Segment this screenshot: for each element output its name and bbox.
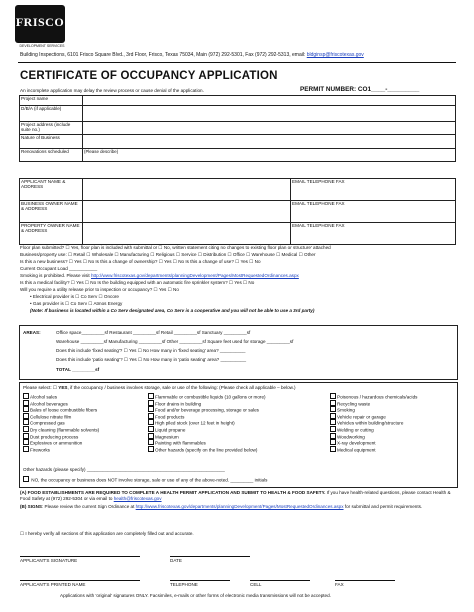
hazard-label: High piled stock (over 12 feet in height)	[155, 420, 235, 426]
hazard-label: X-ray development	[337, 440, 376, 446]
hazard-label: Bales of loose combustible fibers	[30, 407, 98, 413]
checkbox[interactable]	[330, 413, 336, 419]
nature-field[interactable]	[83, 135, 456, 149]
office-address	[20, 52, 364, 58]
checkbox[interactable]	[23, 400, 29, 406]
ownership-question[interactable]: Is this a new business? ☐ Yes ☐ No Is this a change of ownership? ☐ Yes ☐ No Is this a change of use? ☐ Yes ☐ No	[20, 259, 261, 264]
occupant-load[interactable]: Current Occupant Load ___________	[20, 266, 98, 271]
hazard-option[interactable]	[330, 400, 417, 407]
no-hazards-text: NO, the occupancy or business does NOT involve storage, sale or use of any of the above-noted. _________ initials	[31, 477, 268, 483]
hazard-label: Cellulose nitrate film	[30, 414, 72, 420]
hazard-option[interactable]	[148, 419, 266, 426]
checkbox[interactable]	[148, 419, 154, 425]
hazard-label: Compressed gas	[30, 420, 65, 426]
food-note	[20, 490, 456, 502]
ordinance-link[interactable]: http://www.friscotexas.gov/departments/planningDevelopment/Pages/MostRequestedOrdinances.aspx	[90, 273, 299, 278]
header-divider	[18, 62, 456, 63]
row-label: Nature of Business	[20, 135, 83, 149]
renovations-field[interactable]	[83, 149, 456, 162]
signs-text-end: for submittal and permit requirements.	[343, 504, 423, 509]
address-text: Building Inspections, 6101 Frisco Square Blvd., 3rd Floor, Frisco, Texas 75034, Main (972) 292-5301, Fax (972) 292-5313, email:	[20, 52, 307, 58]
renovations-hint: (Please describe)	[84, 149, 119, 154]
hazard-option[interactable]	[330, 433, 417, 440]
hazard-option[interactable]	[330, 413, 417, 420]
cell-line[interactable]	[250, 580, 310, 581]
hazard-label: Other hazards (specify on the line provided below)	[155, 447, 258, 453]
hazard-label: Fireworks	[30, 447, 50, 453]
checkbox[interactable]	[23, 446, 29, 452]
page-title: CERTIFICATE OF OCCUPANCY APPLICATION	[20, 70, 278, 82]
checkbox[interactable]	[148, 439, 154, 445]
email-link[interactable]: bldginsp@friscotexas.gov	[306, 52, 364, 58]
checkbox[interactable]	[23, 476, 29, 482]
hazard-label: Food products	[155, 414, 185, 420]
row-label: APPLICANT NAME & ADDRESS	[20, 179, 83, 201]
other-hazards[interactable]: Other hazards (please specify) ______________________________________________________	[23, 467, 225, 472]
checkbox[interactable]	[330, 400, 336, 406]
project-name-field[interactable]	[83, 96, 456, 106]
row-label: Project address (include suite no.)	[20, 122, 83, 135]
row-label: D/B/A (if applicable)	[20, 106, 83, 122]
hazard-label: Recycling waste	[337, 401, 371, 407]
hazard-option[interactable]	[330, 426, 417, 433]
row-label: PROPERTY OWNER NAME & ADDRESS	[20, 223, 83, 245]
checkbox[interactable]	[148, 406, 154, 412]
hazard-label: Medical equipment	[337, 447, 376, 453]
health-email-link[interactable]: health@friscotexas.gov	[113, 496, 162, 501]
checkbox[interactable]	[23, 393, 29, 399]
hazard-label: Vehicle repair or garage	[337, 414, 386, 420]
checkbox[interactable]	[23, 439, 29, 445]
hazard-option[interactable]	[330, 439, 417, 446]
project-address-field[interactable]	[83, 122, 456, 135]
hazard-label: Welding or cutting	[337, 427, 374, 433]
printed-name-label: APPLICANT'S PRINTED NAME	[20, 582, 86, 587]
checkbox[interactable]	[330, 433, 336, 439]
no-hazards-line[interactable]	[23, 476, 267, 483]
hazard-option[interactable]	[23, 433, 99, 440]
date-label: DATE	[170, 558, 182, 563]
checkbox[interactable]	[330, 426, 336, 432]
signature-line[interactable]	[20, 556, 140, 557]
hazard-option[interactable]	[23, 446, 99, 453]
utility-question[interactable]: Will you require a utility release prior to inspection or occupancy? ☐ Yes ☐ No	[20, 287, 179, 292]
hazard-option[interactable]	[148, 400, 266, 407]
cell-label: CELL	[250, 582, 262, 587]
contact-fields[interactable]: EMAIL TELEPHONE FAX	[291, 201, 456, 223]
areas-section	[19, 325, 458, 380]
checkbox[interactable]	[148, 413, 154, 419]
checkbox[interactable]	[148, 446, 154, 452]
contact-fields[interactable]: EMAIL TELEPHONE FAX	[291, 179, 456, 201]
hazard-option[interactable]	[23, 400, 99, 407]
hazards-col-2	[148, 393, 266, 452]
contact-fields[interactable]: EMAIL TELEPHONE FAX	[291, 223, 456, 245]
row-label: Renovations scheduled	[20, 149, 83, 162]
hazard-label: Dry cleaning (flammable solvents)	[30, 427, 100, 433]
hazard-option[interactable]	[330, 419, 417, 426]
hazard-option[interactable]	[148, 446, 266, 453]
hazards-col-1	[23, 393, 99, 452]
areas-row2[interactable]: Warehouse _________sf Manufacturing _________sf Other _________sf Square feet used for storage _________sf	[56, 339, 294, 344]
applicant-signature-label: APPLICANT'S SIGNATURE	[20, 558, 78, 563]
checkbox[interactable]	[148, 433, 154, 439]
hazards-section	[19, 382, 458, 488]
checkbox[interactable]	[330, 419, 336, 425]
hazard-option[interactable]	[148, 433, 266, 440]
intro-yes: YES	[58, 385, 68, 390]
verify-statement[interactable]: ☐ I hereby verify all sections of this application are completely filled out and accurate.	[20, 531, 194, 536]
checkbox[interactable]	[330, 439, 336, 445]
fax-label: FAX	[335, 582, 344, 587]
hazard-option[interactable]	[23, 413, 99, 420]
areas-row1[interactable]: Office space_________sf Restaurant _________sf Retail _________sf Sanctuary _________sf	[56, 330, 251, 335]
smoking-line	[20, 273, 299, 278]
medical-question[interactable]: Is this a medical facility? ☐ Yes ☐ No Is the building equipped with an automatic fire sprinkler system? ☐ Yes ☐ No	[20, 280, 255, 285]
hazards-intro[interactable]	[23, 385, 296, 391]
checkbox[interactable]	[23, 426, 29, 432]
hazard-option[interactable]	[148, 413, 266, 420]
hazard-option[interactable]	[148, 393, 266, 400]
checkbox[interactable]	[23, 419, 29, 425]
hazard-label: Woodworking	[337, 434, 365, 440]
checkbox[interactable]	[23, 406, 29, 412]
checkbox[interactable]	[148, 426, 154, 432]
telephone-label: TELEPHONE	[170, 582, 198, 587]
hazard-option[interactable]	[148, 439, 266, 446]
food-text: If you have health-related questions, please contact Health & Food Safety at (972) 292-5304 or via email to	[20, 490, 451, 501]
row-label: BUSINESS OWNER NAME & ADDRESS	[20, 201, 83, 223]
areas-label: AREAS:	[23, 330, 41, 335]
hazard-option[interactable]	[330, 393, 417, 400]
contacts-table	[19, 178, 456, 245]
hazards-col-3	[330, 393, 417, 452]
telephone-line[interactable]	[170, 580, 230, 581]
hazard-option[interactable]	[330, 446, 417, 453]
checkbox[interactable]	[23, 413, 29, 419]
hazard-option[interactable]	[330, 406, 417, 413]
hazard-label: Poisonous / hazardous chemicals/acids	[337, 394, 418, 400]
project-info-table	[19, 95, 456, 162]
hazard-option[interactable]	[23, 406, 99, 413]
date-line[interactable]	[170, 556, 250, 557]
hazard-option[interactable]	[23, 439, 99, 446]
hazard-label: Liquid propane	[155, 427, 186, 433]
checkbox[interactable]	[23, 433, 29, 439]
patio-seating-row[interactable]: Does this include 'patio seating'? ☐ Yes ☐ No How many in 'patio seating' area? __________	[56, 357, 247, 362]
printed-name-line[interactable]	[20, 580, 140, 581]
hazard-label: Alcohol sales	[30, 394, 58, 400]
applicant-field[interactable]	[83, 179, 291, 201]
floor-plan-question[interactable]: Floor plan submitted? ☐ Yes, floor plan is included with submittal or ☐ No, written statement citing no changes to existing floor plan or structure' attached	[20, 245, 331, 250]
hazard-label: Magnesium	[155, 434, 179, 440]
logo-name: FRISCO	[15, 15, 65, 29]
hazard-label: Painting with flammables	[155, 440, 206, 446]
property-owner-field[interactable]	[83, 223, 291, 245]
sign-ordinance-link[interactable]: http://www.friscotexas.gov/departments/planningDevelopment/Pages/MostRequestedOrdinances.aspx	[135, 504, 344, 509]
fixed-seating-row[interactable]: Does this include 'fixed seating'? ☐ Yes ☐ No How many in 'fixed seating' area? __________	[56, 348, 246, 353]
checkbox[interactable]	[330, 406, 336, 412]
checkbox[interactable]	[330, 446, 336, 452]
smoking-text: Smoking is prohibited. Please visit	[20, 273, 91, 278]
gas-provider[interactable]: • Gas provider is ☐ Co Serv ☐ Atmos Energy	[30, 301, 123, 306]
checkbox[interactable]	[148, 393, 154, 399]
areas-total[interactable]: TOTAL _________sf	[56, 367, 100, 372]
hazard-label: Floor drains in building	[155, 401, 202, 407]
hazard-option[interactable]	[23, 426, 99, 433]
hazard-option[interactable]	[23, 419, 99, 426]
hazard-label: Vehicles within building/structure	[337, 420, 404, 426]
checkbox[interactable]	[330, 393, 336, 399]
hazard-label: Alcohol beverages	[30, 401, 68, 407]
business-owner-field[interactable]	[83, 201, 291, 223]
hazard-option[interactable]	[23, 393, 99, 400]
hazard-label: Flammable or combustible liquids (10 gallons or more)	[155, 394, 266, 400]
frisco-logo	[15, 5, 65, 49]
fax-line[interactable]	[335, 580, 395, 581]
logo-subtitle: DEVELOPMENT SERVICES	[19, 44, 65, 48]
business-use-question[interactable]: Business/property use: ☐ Retail ☐ Wholesale ☐ Manufacturing ☐ Religious ☐ Service ☐ Distribution ☐ Office ☐ Warehouse ☐ Medical ☐ Other	[20, 252, 316, 257]
intro-suffix: , if the occupancy / business involves storage, sale or use of the following: (Please check all applicable – below.)	[67, 385, 296, 390]
hazard-option[interactable]	[148, 406, 266, 413]
electric-provider[interactable]: • Electrical provider is ☐ Co Serv ☐ Oncore	[30, 294, 119, 299]
hazard-label: Food and/or beverage processing, storage or sales	[155, 407, 259, 413]
signs-heading: (B) SIGNS	[20, 504, 42, 509]
permit-number: PERMIT NUMBER: CO1____-_________	[300, 86, 420, 93]
food-heading: (A) FOOD ESTABLISHMENTS ARE REQUIRED TO COMPLETE A HEALTH PERMIT APPLICATION AND SUBMIT TO HEALTH & FOOD SAFETY.	[20, 490, 326, 495]
signs-note	[20, 504, 456, 510]
dba-field[interactable]	[83, 106, 456, 122]
intro-prefix: Please select: ☐	[23, 385, 59, 390]
hazard-option[interactable]	[148, 426, 266, 433]
hazard-label: Smoking	[337, 407, 355, 413]
footer-note: Applications with 'original' signatures ONLY. Facsimiles, e-mails or other forms of electronic media transmissions will not be accepted.	[60, 593, 331, 598]
checkbox[interactable]	[148, 400, 154, 406]
hazard-label: Explosives or ammunition	[30, 440, 83, 446]
hazard-label: Dust producing process	[30, 434, 79, 440]
incomplete-note: An incomplete application may delay the review process or cause denial of the application.	[20, 88, 204, 93]
signs-text: : Please review the current Sign Ordinance at	[41, 504, 136, 509]
coserv-note: (Note: If business is located within a Co Serv designated area, Co Serv is a cooperative and you will not be able to use a 3rd party)	[30, 308, 315, 313]
row-label: Project name	[20, 96, 83, 106]
